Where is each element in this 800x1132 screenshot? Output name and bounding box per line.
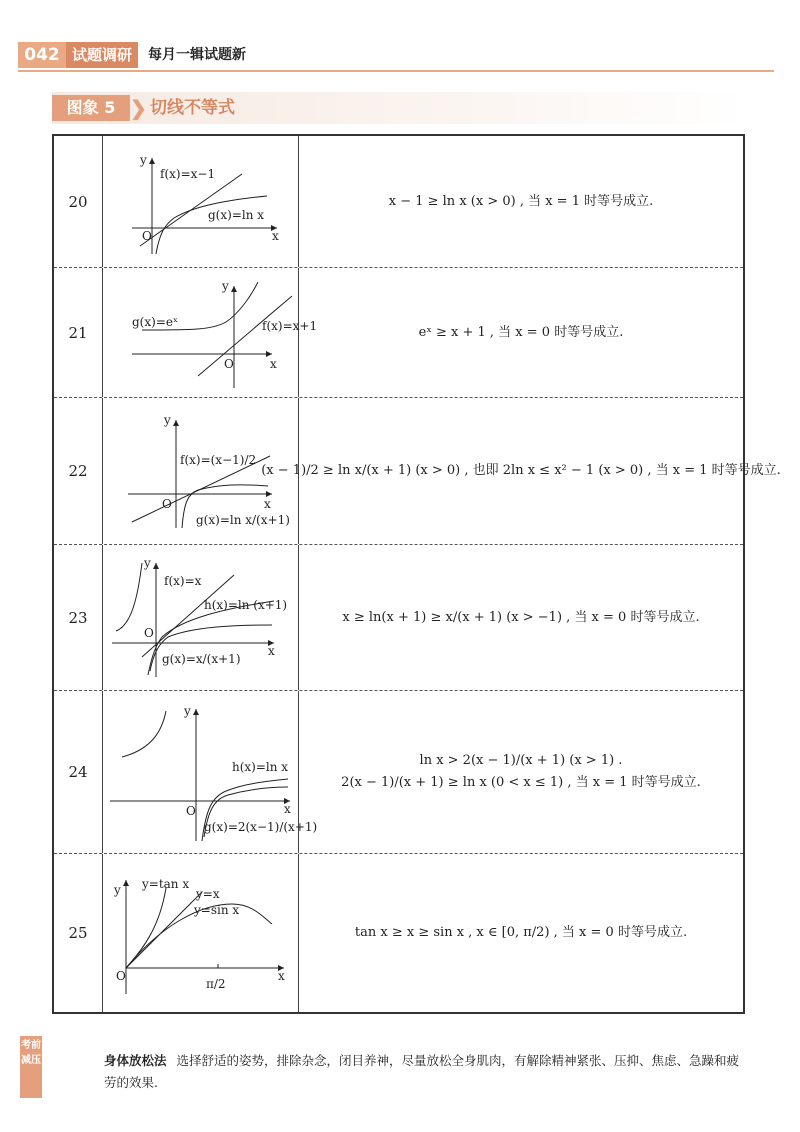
svg-text:π/2: π/2 [206,977,226,991]
svg-text:g(x)=ln x/(x+1): g(x)=ln x/(x+1) [196,513,290,527]
graph-21 [102,268,318,398]
svg-text:y: y [140,153,147,167]
svg-text:O: O [142,229,152,243]
inequality-text [299,691,743,853]
graph-cell [102,136,299,267]
figure-banner [52,92,747,124]
svg-text:y=tan x: y=tan x [142,877,190,891]
svg-text:y=sin x: y=sin x [194,903,240,917]
footer-note [104,1050,744,1094]
graph-cell [102,854,299,1012]
inequality-line: eˣ ≥ x + 1 , 当 x = 0 时等号成立. [418,324,624,340]
table-row [54,854,743,1012]
inequality-line: tan x ≥ x ≥ sin x , x ∈ [0, π/2) , 当 x = 0 时等号成立. [354,925,688,940]
svg-text:y: y [184,704,191,718]
row-number: 24 [54,691,103,853]
svg-text:g(x)=ln x: g(x)=ln x [208,208,265,222]
graph-cell [102,268,318,397]
table-row [54,268,743,398]
svg-text:f(x)=x−1: f(x)=x−1 [160,167,216,181]
svg-text:y: y [114,883,121,897]
svg-text:y: y [164,413,171,427]
inequality-line: x − 1 ≥ ln x (x > 0) , 当 x = 1 时等号成立. [388,193,654,209]
svg-text:g(x)=x/(x+1): g(x)=x/(x+1) [162,652,241,666]
svg-text:x: x [284,802,291,816]
footer-side-label: 考前减压 [20,1036,42,1098]
table-row [54,398,781,545]
inequality-line: (x − 1)/2 ≥ ln x/(x + 1) (x > 0) , 也即 2ln x ≤ x² − 1 (x > 0) , 当 x = 1 时等号成立. [261,463,781,478]
svg-text:f(x)=x: f(x)=x [164,574,202,588]
svg-text:y: y [222,279,229,293]
svg-text:x: x [268,644,275,658]
inequality-text [299,545,743,690]
svg-text:y=x: y=x [196,887,220,901]
svg-text:g(x)=eˣ: g(x)=eˣ [132,315,179,329]
svg-text:y: y [144,556,151,570]
section-tag: 试题调研 [66,42,138,68]
table-row [54,545,743,691]
footer-lead: 身体放松法 [104,1053,167,1068]
graph-cell [102,545,299,690]
header-rule [18,70,774,72]
svg-text:f(x)=x+1: f(x)=x+1 [262,319,318,333]
svg-text:x: x [270,357,277,371]
figure-title: 切线不等式 [150,98,235,118]
inequality-text [299,136,743,267]
footer-body: 选择舒适的姿势，排除杂念，闭目养神，尽量放松全身肌肉，有解除精神紧张、压抑、焦虑、急躁和疲劳的效果. [104,1053,740,1090]
page-number: 042 [18,42,66,68]
inequality-text [299,268,743,397]
svg-text:x: x [264,497,271,511]
graph-cell [102,691,318,853]
inequality-line: x ≥ ln(x + 1) ≥ x/(x + 1) (x > −1) , 当 x = 0 时等号成立. [342,609,700,625]
svg-text:x: x [278,969,285,983]
inequality-table [52,134,781,1014]
column-name: 每月一辑试题新 [148,47,246,63]
row-number: 21 [54,268,103,397]
svg-text:f(x)=(x−1)/2: f(x)=(x−1)/2 [180,453,257,467]
svg-text:O: O [144,626,154,640]
graph-25 [102,854,298,1012]
page-header [0,40,800,74]
table-row [54,136,743,268]
graph-23 [102,545,298,691]
row-number: 22 [54,398,103,544]
svg-text:g(x)=2(x−1)/(x+1): g(x)=2(x−1)/(x+1) [204,820,318,834]
inequality-text [299,854,743,1012]
svg-text:O: O [186,804,196,818]
row-number: 20 [54,136,103,267]
svg-text:O: O [224,357,234,371]
inequality-line: ln x > 2(x − 1)/(x + 1) (x > 1) . [419,753,623,768]
figure-badge: 图象 5 [52,95,130,121]
svg-text:O: O [162,497,172,511]
row-number: 25 [54,854,103,1012]
inequality-line: 2(x − 1)/(x + 1) ≥ ln x (0 < x ≤ 1) , 当 x = 1 时等号成立. [341,775,701,790]
svg-text:x: x [272,229,279,243]
svg-text:O: O [116,969,126,983]
graph-20 [102,136,298,268]
table-row [54,691,743,854]
svg-text:h(x)=ln x: h(x)=ln x [232,760,289,774]
graph-24 [102,691,318,854]
chevron-right-icon: ❯ [130,96,147,120]
inequality-text [261,398,781,544]
svg-text:h(x)=ln (x+1): h(x)=ln (x+1) [204,598,288,612]
row-number: 23 [54,545,103,690]
